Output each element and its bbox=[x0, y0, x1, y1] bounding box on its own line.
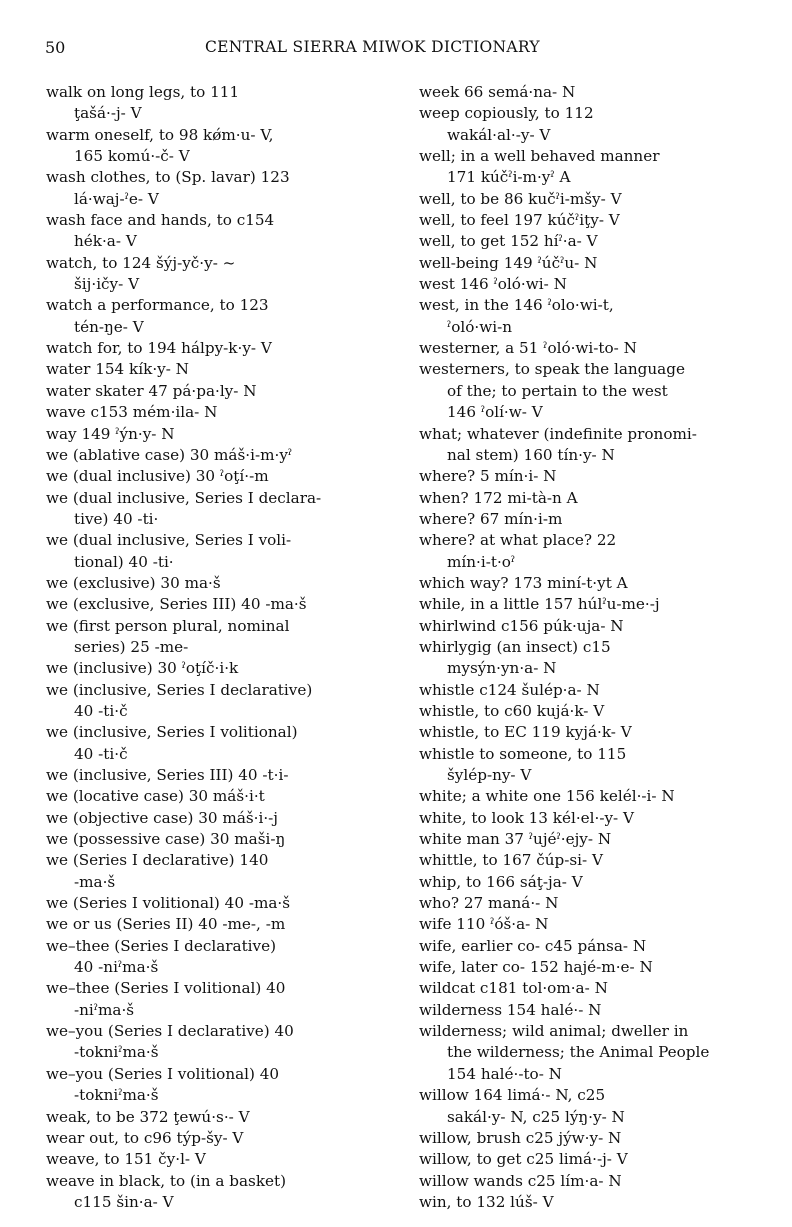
entry-continuation-line: 146 ˀolí·w- V bbox=[447, 403, 543, 422]
entry-continuation-line: ˀoló·wi-n bbox=[447, 317, 512, 336]
entry-continuation-line: 40 -ti·č bbox=[74, 744, 128, 763]
entry-continuation-line: -niˀma·š bbox=[74, 1000, 135, 1019]
entry-line: well, to feel 197 kúčˀiţy- V bbox=[419, 211, 620, 230]
entry-line: wave c153 mém·ila- N bbox=[46, 403, 218, 422]
entry-line: we–thee (Series I volitional) 40 bbox=[46, 979, 286, 998]
entry-continuation-line: 40 -ti·č bbox=[74, 701, 128, 720]
entry-continuation-line: mín·i-t·oˀ bbox=[447, 552, 516, 571]
entry-line: west, in the 146 ˀolo·wi-t, bbox=[419, 296, 614, 315]
left-column bbox=[46, 82, 406, 1213]
entry-line: whistle c124 šulép·a- N bbox=[419, 680, 600, 699]
entry-line: we (inclusive) 30 ˀoţíč·i·k bbox=[46, 659, 239, 678]
entry-continuation-line: tive) 40 -ti· bbox=[74, 509, 159, 528]
entry-line: willow, to get c25 limá·-j- V bbox=[419, 1150, 628, 1169]
page-number: 50 bbox=[45, 38, 66, 57]
entry-line: while, in a little 157 húlˀu-me·-j bbox=[419, 595, 660, 614]
entry-continuation-line: tional) 40 -ti· bbox=[74, 552, 174, 571]
entry-continuation-line: -tokniˀma·š bbox=[74, 1086, 159, 1105]
entry-continuation-line: 40 -niˀma·š bbox=[74, 958, 159, 977]
entry-line: walk on long legs, to 111 bbox=[46, 83, 240, 101]
entry-line: win, to 132 lúš- V bbox=[419, 1192, 554, 1211]
entry-line: water skater 47 pá·pa·ly- N bbox=[46, 381, 257, 400]
entry-line: wilderness 154 halé·- N bbox=[419, 1000, 602, 1019]
entry-line: white; a white one 156 kelél·-i- N bbox=[419, 787, 675, 806]
entry-line: weep copiously, to 112 bbox=[419, 104, 594, 123]
entry-line: well; in a well behaved manner bbox=[419, 147, 660, 166]
entry-line: we (exclusive) 30 ma·š bbox=[46, 573, 221, 592]
entry-line: westerners, to speak the language bbox=[419, 360, 685, 379]
entry-line: we–thee (Series I declarative) bbox=[46, 936, 277, 955]
entry-continuation-line: mysýn·yn·a- N bbox=[447, 659, 557, 678]
entry-line: watch for, to 194 hálpy-k·y- V bbox=[46, 339, 272, 358]
entry-line: whistle, to c60 kujá·k- V bbox=[419, 701, 605, 720]
page-header bbox=[0, 38, 792, 60]
entry-line: willow wands c25 lím·a- N bbox=[419, 1171, 622, 1190]
entry-line: we (Series I volitional) 40 -ma·š bbox=[46, 894, 291, 913]
entry-line: well, to be 86 kučˀi-mšy- V bbox=[419, 189, 622, 208]
entry-line: way 149 ˀýn·y- N bbox=[46, 424, 175, 443]
entry-line: we (exclusive, Series III) 40 -ma·š bbox=[46, 595, 307, 614]
entry-line: wife, earlier co- c45 pánsa- N bbox=[419, 936, 647, 955]
entry-line: whip, to 166 sáţ-ja- V bbox=[419, 872, 583, 891]
entry-continuation-line: 165 komú·-č- V bbox=[74, 147, 190, 166]
entry-line: white, to look 13 kél·el·-y- V bbox=[419, 808, 634, 827]
entry-line: well, to get 152 híˀ·a- V bbox=[419, 232, 598, 251]
entry-line: water 154 kík·y- N bbox=[46, 360, 189, 379]
entry-line: whirlwind c156 púk·uja- N bbox=[419, 616, 624, 635]
entry-line: we–you (Series I volitional) 40 bbox=[46, 1064, 280, 1083]
entry-line: weave, to 151 čy·l- V bbox=[46, 1150, 206, 1169]
entry-line: wash face and hands, to c154 bbox=[46, 211, 275, 230]
entry-continuation-line: 154 halé·-to- N bbox=[447, 1064, 562, 1083]
entry-line: whittle, to 167 čúp-si- V bbox=[419, 851, 603, 870]
right-column bbox=[419, 82, 784, 1213]
entry-continuation-line: tén-ŋe- V bbox=[74, 317, 144, 336]
entry-continuation-line: the wilderness; the Animal People bbox=[447, 1043, 710, 1062]
entry-line: watch, to 124 šýj-yč·y- ~ bbox=[46, 253, 236, 272]
entry-line: we (possessive case) 30 maši-ŋ bbox=[46, 830, 286, 849]
entry-line: we (inclusive, Series III) 40 -t·i- bbox=[46, 766, 289, 784]
entry-line: wildcat c181 tol·om·a- N bbox=[419, 979, 608, 998]
entry-continuation-line: lá·waj-ˀe- V bbox=[74, 189, 159, 208]
entry-continuation-line: 171 kúčˀi-m·yˀ A bbox=[447, 168, 571, 187]
entry-line: we–you (Series I declarative) 40 bbox=[46, 1022, 294, 1041]
entry-line: willow 164 limá·- N, c25 bbox=[419, 1086, 606, 1105]
entry-line: we (dual inclusive) 30 ˀoţí·-m bbox=[46, 467, 269, 486]
entry-continuation-line: wakál·al·-y- V bbox=[447, 125, 551, 144]
entry-line: we (locative case) 30 máš·i·t bbox=[46, 787, 265, 806]
entry-line: wash clothes, to (Sp. lavar) 123 bbox=[46, 168, 290, 187]
entry-line: watch a performance, to 123 bbox=[46, 296, 269, 315]
entry-line: where? 67 mín·i-m bbox=[419, 509, 563, 528]
entry-line: we (first person plural, nominal bbox=[46, 616, 290, 635]
entry-line: wilderness; wild animal; dweller in bbox=[419, 1022, 689, 1041]
entry-line: willow, brush c25 jýw·y- N bbox=[419, 1128, 622, 1147]
entry-line: where? at what place? 22 bbox=[419, 531, 617, 550]
entry-continuation-line: of the; to pertain to the west bbox=[447, 381, 668, 400]
entry-line: we (objective case) 30 máš·i·-j bbox=[46, 808, 279, 827]
entry-line: westerner, a 51 ˀoló·wi-to- N bbox=[419, 339, 637, 358]
entry-line: we (inclusive, Series I volitional) bbox=[46, 723, 298, 742]
entry-line: wife, later co- 152 hajé-m·e- N bbox=[419, 958, 653, 977]
entry-line: whirlygig (an insect) c15 bbox=[419, 637, 611, 656]
entry-line: whistle, to EC 119 kyjá·k- V bbox=[419, 723, 632, 742]
entry-line: well-being 149 ˀúčˀu- N bbox=[419, 253, 598, 272]
entry-line: whistle to someone, to 115 bbox=[419, 744, 627, 763]
entry-line: who? 27 maná·- N bbox=[419, 894, 559, 913]
entry-continuation-line: -ma·š bbox=[74, 872, 116, 891]
entry-line: weak, to be 372 ţewú·s·- V bbox=[46, 1107, 250, 1126]
entry-continuation-line: series) 25 -me- bbox=[74, 637, 189, 656]
entry-continuation-line: šij·ičy- V bbox=[74, 275, 140, 294]
entry-continuation-line: c115 šin·a- V bbox=[74, 1192, 174, 1211]
entry-continuation-line: hék·a- V bbox=[74, 232, 137, 251]
entry-line: we (inclusive, Series I declarative) bbox=[46, 680, 313, 699]
entry-line: warm oneself, to 98 kǿm·u- V, bbox=[46, 125, 274, 144]
entry-line: we (dual inclusive, Series I declara- bbox=[46, 488, 322, 507]
entry-line: weave in black, to (in a basket) bbox=[46, 1171, 287, 1190]
entry-line: wear out, to c96 týp-šy- V bbox=[46, 1128, 244, 1147]
entry-line: we (Series I declarative) 140 bbox=[46, 851, 269, 870]
entry-line: white man 37 ˀujéˀ·ejy- N bbox=[419, 830, 612, 849]
running-title: CENTRAL SIERRA MIWOK DICTIONARY bbox=[205, 38, 540, 56]
entry-line: wife 110 ˀóš·a- N bbox=[419, 915, 549, 934]
entry-continuation-line: sakál·y- N, c25 lýŋ·y- N bbox=[447, 1107, 625, 1126]
entry-continuation-line: ţašá·-j- V bbox=[74, 104, 142, 123]
entry-line: we (ablative case) 30 máš·i-m·yˀ bbox=[46, 445, 293, 464]
entry-line: we (dual inclusive, Series I voli- bbox=[46, 531, 292, 550]
entry-line: west 146 ˀoló·wi- N bbox=[419, 275, 567, 294]
entry-line: which way? 173 miní-t·yt A bbox=[419, 573, 628, 592]
entry-continuation-line: šylép-ny- V bbox=[447, 766, 532, 784]
entry-line: where? 5 mín·i- N bbox=[419, 467, 557, 486]
entry-line: we or us (Series II) 40 -me-, -m bbox=[46, 915, 286, 934]
entry-line: when? 172 mi-tà-n A bbox=[419, 488, 578, 507]
entry-line: week 66 semá·na- N bbox=[419, 83, 576, 101]
entry-line: what; whatever (indefinite pronomi- bbox=[419, 424, 697, 443]
entry-continuation-line: -tokniˀma·š bbox=[74, 1043, 159, 1062]
entry-continuation-line: nal stem) 160 tín·y- N bbox=[447, 445, 615, 464]
